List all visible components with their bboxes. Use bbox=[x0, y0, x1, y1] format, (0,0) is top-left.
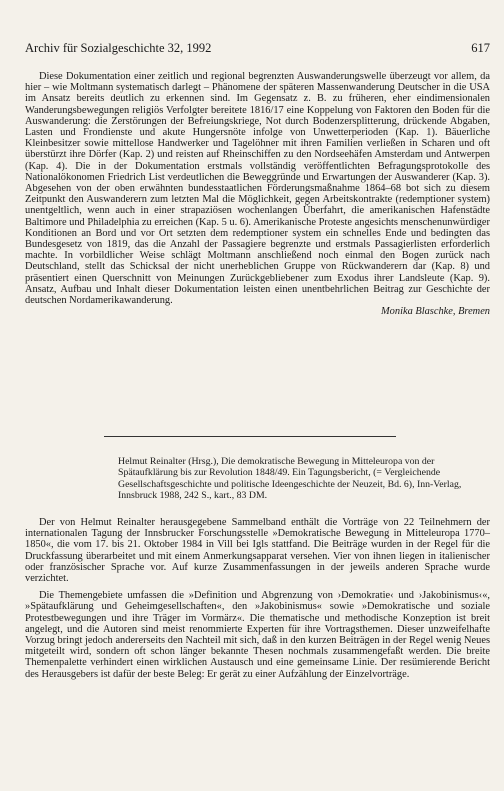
review-first bbox=[25, 71, 490, 317]
reviewer-signature: Monika Blaschke, Bremen bbox=[381, 306, 490, 318]
review-paragraph: Die Themengebiete umfassen die »Definition und Abgrenzung von ›Demokratie‹ und ›Jakobinismus‹«, »Spätaufklärung und Geheimgesellschaften«, den »Jakobinismus« sowie »Demokratische und soziale Protestbewegungen und ihre Träger im Vormärz«. Die thematische und methodische Konzeption ist breit angelegt, und die Autoren sind meist renommierte Experten für ihre Vortragsthemen. Dieser unzweifelhafte Vorzug bringt jedoch andererseits den Nachteil mit sich, daß in den kurzen Beiträgen in der Regel wenig Neues mitgeteilt wird, sondern oft schon länger bekannte Thesen nochmals zusammengefaßt werden. Die breite Themenpalette verhindert einen wirklichen Austausch und eine gemeinsame Linie. Der resümierende Bericht des Herausgebers ist dafür der beste Beleg: Er gerät zu einer Aufzählung der Einzelvorträge. bbox=[25, 590, 490, 680]
page-number: 617 bbox=[471, 41, 490, 55]
review-second bbox=[25, 517, 490, 680]
journal-title: Archiv für Sozialgeschichte 32, 1992 bbox=[25, 41, 212, 55]
section-divider bbox=[104, 436, 396, 437]
review-paragraph: Der von Helmut Reinalter herausgegebene Sammelband enthält die Vorträge von 22 Teilnehmern der internationalen Tagung der Innsbrucker Forschungsstelle »Demokratische Bewegung in Mitteleuropa 1770–1850«, die vom 17. bis 21. Oktober 1984 in Vill bei Igls stattfand. Die Beiträge wurden in der Regel für die Druckfassung überarbeitet und mit einem Anmerkungsapparat versehen. Vier von ihnen liegen in italienischer oder französischer Sprache vor. Auf kurze Zusammenfassungen in der jeweils anderen Sprache wurde verzichtet. bbox=[25, 517, 490, 585]
bibliographic-entry: Helmut Reinalter (Hrsg.), Die demokratische Bewegung in Mitteleuropa von der Spätaufklärung bis zur Revolution 1848/49. Ein Tagungsbericht, (= Vergleichende Gesellschaftsgeschichte und politische Ideengeschichte der Neuzeit, Bd. 6), Inn-Verlag, Innsbruck 1988, 242 S., kart., 83 DM. bbox=[118, 456, 462, 501]
review-body: Diese Dokumentation einer zeitlich und regional begrenzten Auswanderungswelle überzeugt vor allem, da hier – wie Moltmann systematisch darlegt – Phänomene der späteren Massenwanderung Deutscher in die USA im Ansatz bereits deutlich zu erkennen sind. Im Gegensatz z. B. zu früheren, eher eindimensionalen Wanderungsbewegungen religiös Verfolgter bereitete 1816/17 eine Koppelung von Faktoren den Boden für die Auswanderung: die Zerstörungen der Befreiungskriege, Not durch Bodenzersplitterung, drückende Abgaben, Lasten und Frondienste und akute Hungersnöte infolge von Unwetterperioden (Kap. 1). Bäuerliche Kleinbesitzer sowie mittellose Handwerker und Tagelöhner mit ihren Familien verließen in Scharen und oft überstürzt ihre Dörfer (Kap. 2) und reisten auf Rheinschiffen zu den Nordseehäfen Amsterdam und Antwerpen (Kap. 4). Die in der Dokumentation erstmals vollständig veröffentlichten Befragungsprotokolle des Nationalökonomen Friedrich List verdeutlichen die Beweggründe und Erwartungen der Auswanderer (Kap. 3). Abgesehen von der oben erwähnten bundesstaatlichen Förderungsmaßnahme 1864–68 bot sich zu diesem Zeitpunkt den Auswanderern zum letzten Mal die Möglichkeit, gegen Arbeitskontrakte (redemptioner system) unentgeltlich, wenn auch in einer strapaziösen wochenlangen Überfahrt, die amerikanischen Hafenstädte Baltimore und Philadelphia zu erreichen (Kap. 5 u. 6). Amerikanische Proteste angesichts menschenunwürdiger Konditionen an Bord und vor Ort setzten dem redemptioner system ein schnelles Ende und bedingten das Bundesgesetz von 1819, das die Anzahl der Passagiere begrenzte und erstmals Passagierlisten erforderlich machte. In vorbildlicher Weise schlägt Moltmann anschließend noch einmal den Bogen zurück nach Deutschland, stellt das Schicksal der nicht unerheblichen Gruppe von Rückwanderern dar (Kap. 8) und präsentiert einen Querschnitt von Meinungen Zurückgebliebener zum Exodus ihrer Landsleute (Kap. 9). Ansatz, Aufbau und Inhalt dieser Dokumentation leisten einen unentbehrlichen Beitrag zur Geschichte der deutschen Nordamerikawanderung. bbox=[25, 71, 490, 307]
